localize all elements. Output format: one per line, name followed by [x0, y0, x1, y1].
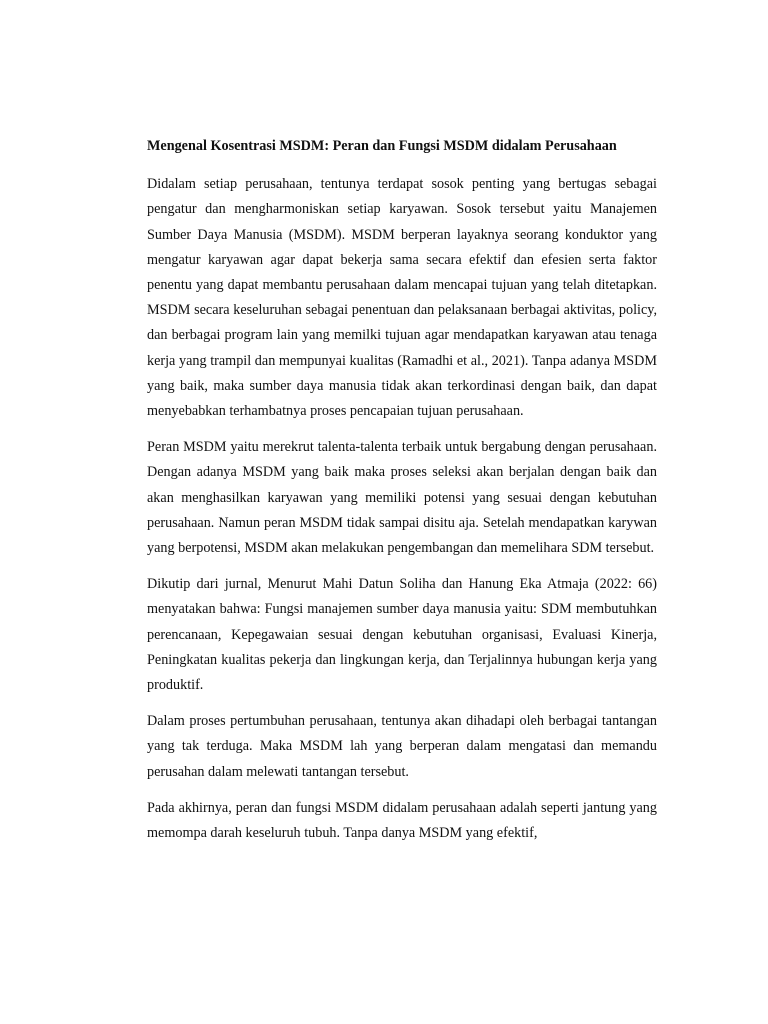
- paragraph: Dikutip dari jurnal, Menurut Mahi Datun Soliha dan Hanung Eka Atmaja (2022: 66) menyatakan bahwa: Fungsi manajemen sumber daya manusia yaitu: SDM membutuhkan perencanaan, Kepegawaian sesuai dengan kebutuhan organisasi, Evaluasi Kinerja, Peningkatan kualitas pekerja dan lingkungan kerja, dan Terjalinnya hubungan kerja yang produktif.: [147, 576, 657, 694]
- document-body: [147, 134, 657, 857]
- document-title: Mengenal Kosentrasi MSDM: Peran dan Fungsi MSDM didalam Perusahaan: [147, 138, 617, 154]
- paragraph: Dalam proses pertumbuhan perusahaan, tentunya akan dihadapi oleh berbagai tantangan yang tak terduga. Maka MSDM lah yang berperan dalam mengatasi dan memandu perusahan dalam melewati tantangan tersebut.: [147, 713, 657, 780]
- paragraph: Didalam setiap perusahaan, tentunya terdapat sosok penting yang bertugas sebagai pengatur dan mengharmoniskan setiap karyawan. Sosok tersebut yaitu Manajemen Sumber Daya Manusia (MSDM). MSDM berperan layaknya seorang konduktor yang mengatur karyawan agar dapat bekerja sama secara efektif dan efesien serta faktor penentu yang dapat membantu perusahaan dalam mencapai tujuan yang telah ditetapkan. MSDM secara keseluruhan sebagai penentuan dan pelaksanaan berbagai aktivitas, policy, dan berbagai program lain yang memilki tujuan agar mendapatkan karyawan atau tenaga kerja yang trampil dan mempunyai kualitas (Ramadhi et al., 2021). Tanpa adanya MSDM yang baik, maka sumber daya manusia tidak akan terkordinasi dengan baik, dan dapat menyebabkan terhambatnya proses pencapaian tujuan perusahaan.: [147, 176, 657, 420]
- paragraph: Pada akhirnya, peran dan fungsi MSDM didalam perusahaan adalah seperti jantung yang memompa darah keseluruh tubuh. Tanpa danya MSDM yang efektif,: [147, 799, 657, 842]
- paragraph: Peran MSDM yaitu merekrut talenta-talenta terbaik untuk bergabung dengan perusahaan. Dengan adanya MSDM yang baik maka proses seleksi akan berjalan dengan baik dan akan menghasilkan karyawan yang memiliki potensi yang sesuai dengan kebutuhan perusahaan. Namun peran MSDM tidak sampai disitu aja. Setelah mendapatkan karywan yang berpotensi, MSDM akan melakukan pengembangan dan memelihara SDM tersebut.: [147, 439, 657, 557]
